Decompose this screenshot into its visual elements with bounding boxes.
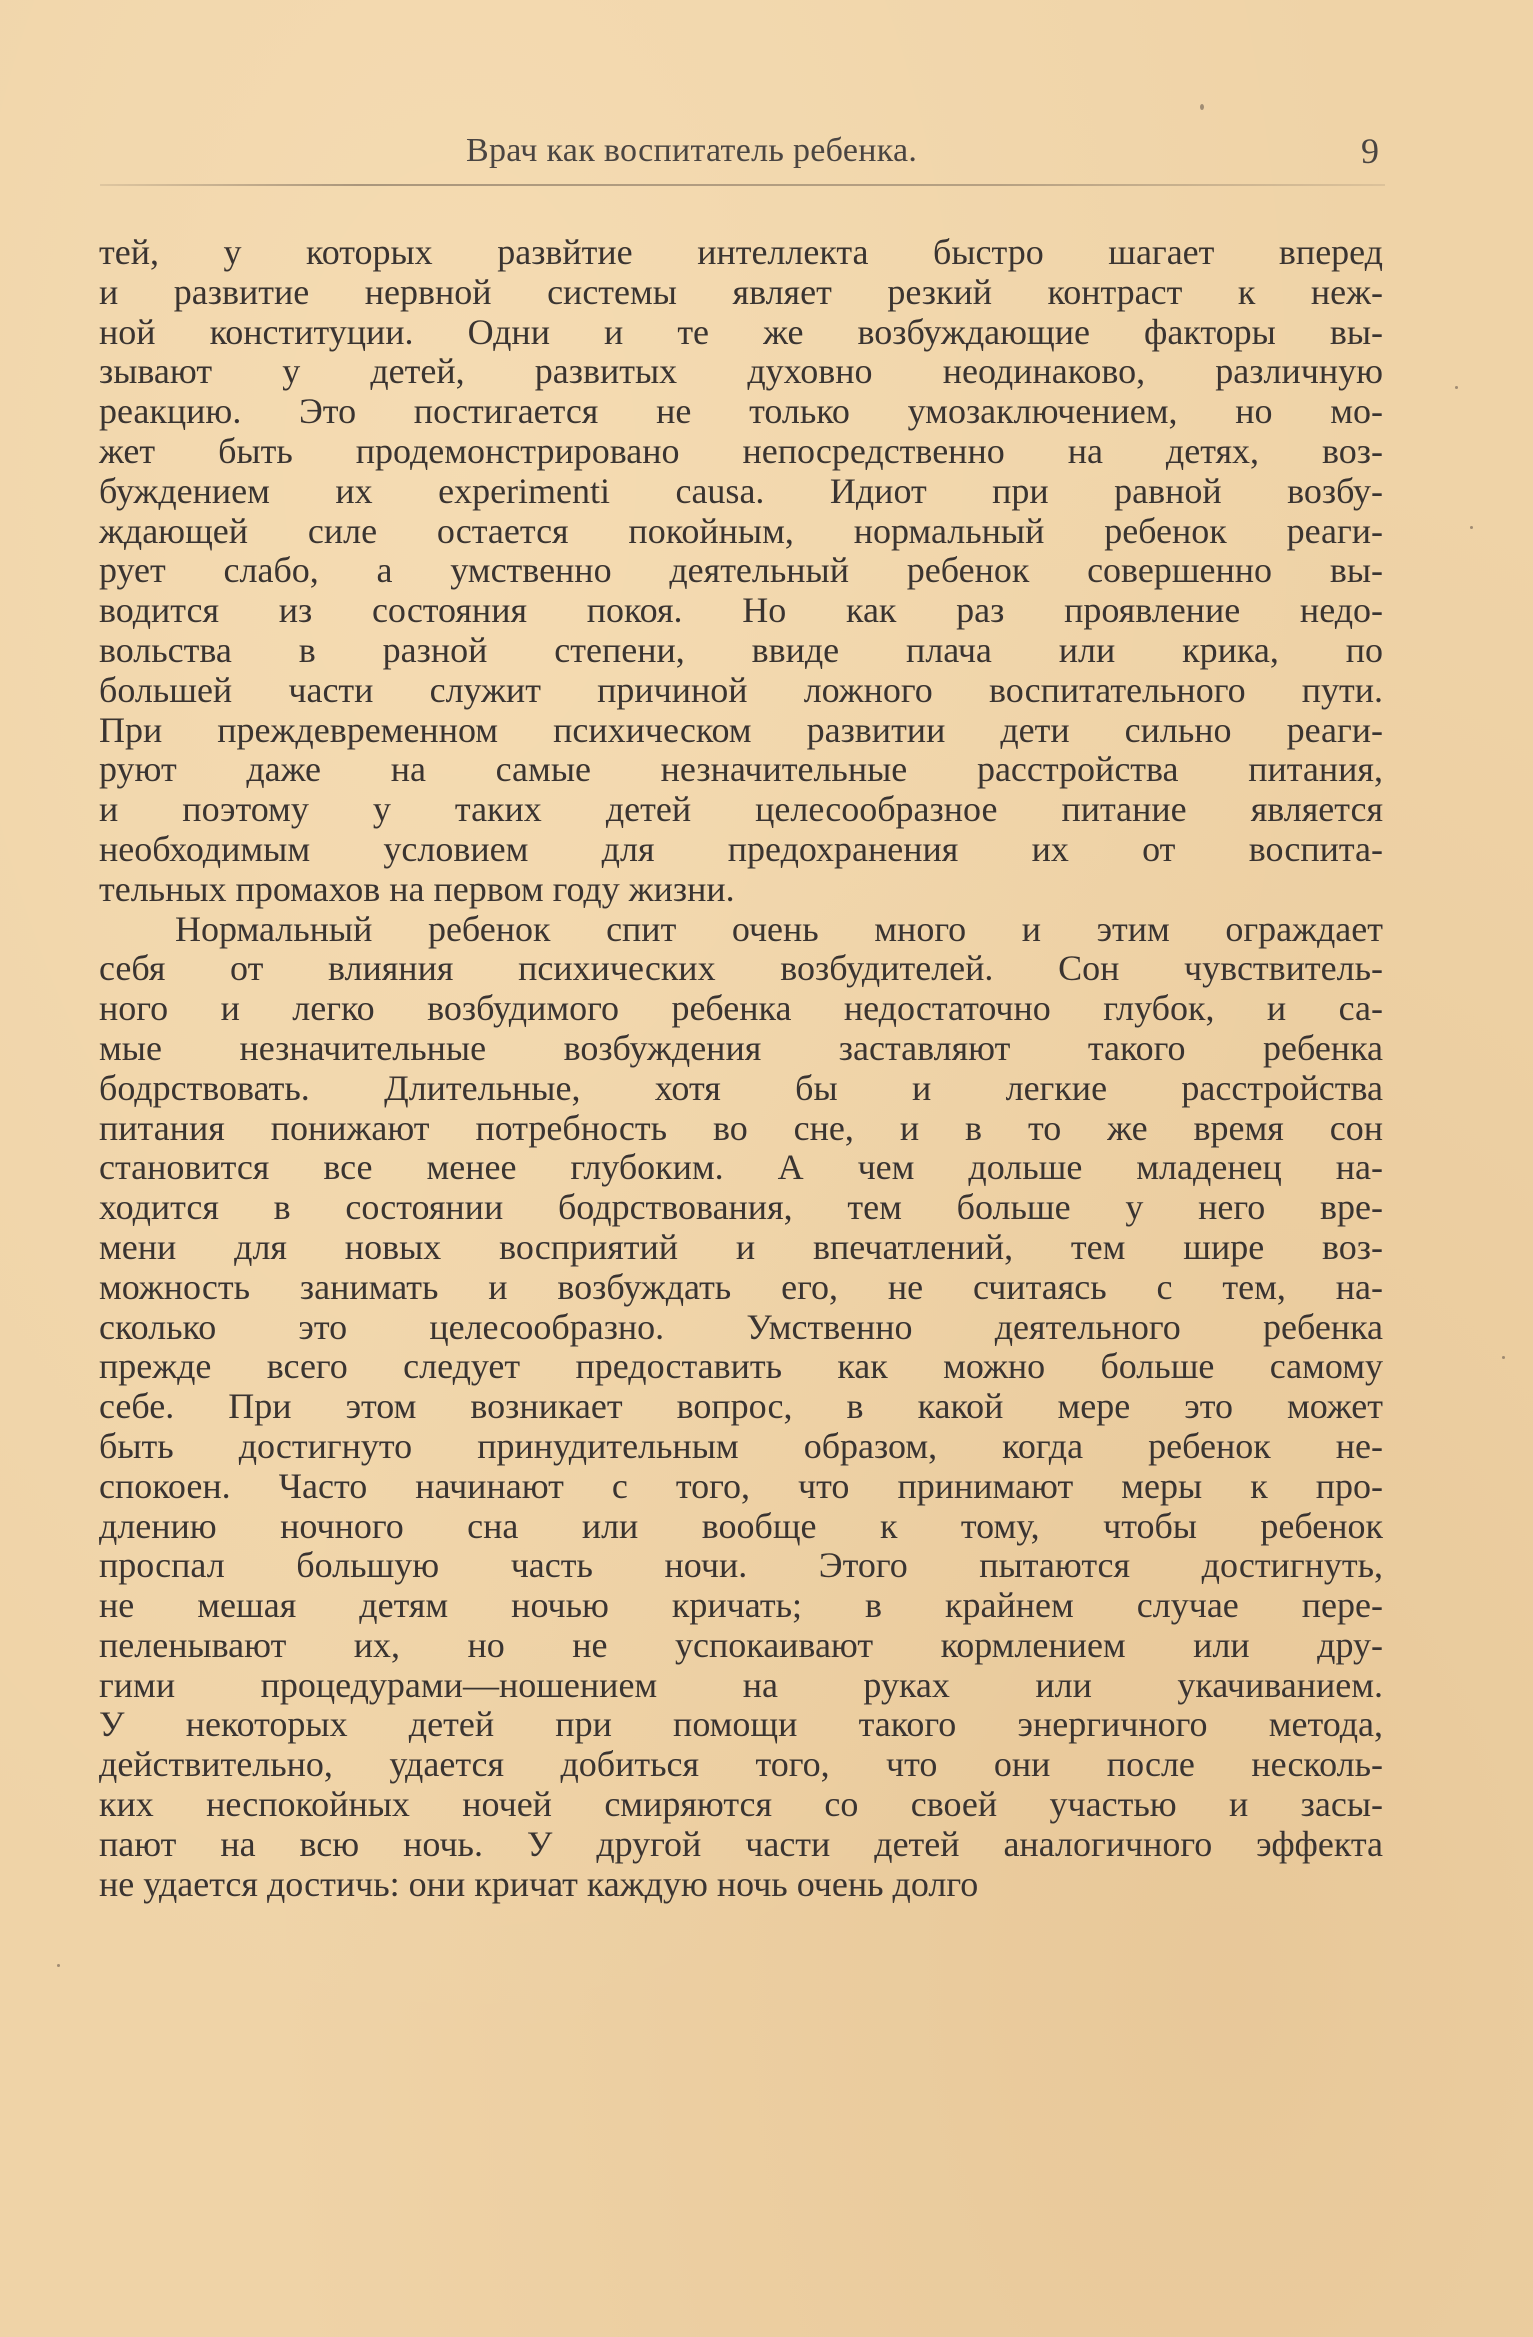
text-line: ждающей силе остается покойным, нормальный ребенок реаги- [99,510,1383,551]
text-line: себя от влияния психических возбудителей. Сон чувствитель- [99,948,1383,989]
text-line: действительно, удается добиться того, что они после несколь- [99,1744,1383,1785]
paragraph-1 [99,233,1383,910]
text-line: водится из состояния покоя. Но как раз проявление недо- [99,590,1383,631]
paragraph-2 [99,910,1383,1905]
text-line: ной конституции. Одни и те же возбуждающие факторы вы- [99,311,1383,352]
text-line: становится все менее глубоким. А чем дольше младенец на- [99,1147,1383,1188]
text-line: тей, у которых развйтие интеллекта быстро шагает вперед [99,232,1383,272]
paper-speck [1455,386,1458,389]
text-line: рует слабо, а умственно деятельный ребенок совершенно вы- [99,550,1383,591]
text-line: длению ночного сна или вообще к тому, чтобы ребенок [99,1505,1383,1546]
paper-speck [1502,1356,1505,1359]
running-title: Врач как воспитатель ребенка. [466,132,918,169]
text-line: вольства в разной степени, ввиде плача или крика, по [99,629,1383,670]
text-line: быть достигнуто принудительным образом, когда ребенок не- [99,1425,1383,1466]
text-line: сколько это целесообразно. Умственно деятельного ребенка [99,1306,1383,1347]
text-line: и развитие нервной системы являет резкий контраст к неж- [99,271,1383,312]
text-line: жет быть продемонстрировано непосредственно на детях, воз- [99,430,1383,471]
text-line: необходимым условием для предохранения их от воспита- [99,828,1383,869]
text-line: проспал большую часть ночи. Этого пытаются достигнуть, [99,1545,1383,1586]
text-line: ходится в состоянии бодрствования, тем больше у него вре- [99,1187,1383,1228]
text-line: буждением их experimenti causa. Идиот при равной возбу- [99,470,1383,511]
text-line: спокоен. Часто начинают с того, что принимают меры к про- [99,1465,1383,1506]
paper-speck [1470,526,1473,529]
text-line: зывают у детей, развитых духовно неодинаково, различную [99,351,1383,392]
page-number: 9 [1361,131,1379,171]
text-line: ких неспокойных ночей смиряются со своей участью и засы- [99,1784,1383,1825]
body-text [99,233,1383,1904]
text-line: не удается достичь: они кричат каждую ночь очень долго [99,1863,979,1904]
text-line: пеленывают их, но не успокаивают кормлением или дру- [99,1624,1383,1665]
paper-speck [57,1964,60,1967]
header-rule [100,184,1385,186]
text-line: прежде всего следует предоставить как можно больше самому [99,1346,1383,1387]
text-line: тельных промахов на первом году жизни. [99,868,735,909]
text-line: питания понижают потребность во сне, и в то же время сон [99,1107,1383,1148]
text-line: При преждевременном психическом развитии дети сильно реаги- [99,709,1383,750]
text-line: Нормальный ребенок спит очень много и этим ограждает [175,908,1383,949]
text-line: бодрствовать. Длительные, хотя бы и легкие расстройства [99,1067,1383,1108]
text-line: себе. При этом возникает вопрос, в какой мере это может [99,1386,1383,1427]
text-line: можность занимать и возбуждать его, не считаясь с тем, на- [99,1266,1383,1307]
text-line: и поэтому у таких детей целесообразное питание является [99,789,1383,830]
paper-speck [1200,104,1204,110]
text-line: ного и легко возбудимого ребенка недостаточно глубок, и са- [99,988,1383,1029]
text-line: мые незначительные возбуждения заставляют такого ребенка [99,1027,1383,1068]
text-line: гими процедурами—ношением на руках или укачиванием. [99,1664,1383,1705]
text-line: реакцию. Это постигается не только умозаключением, но мо- [99,391,1383,432]
text-line: не мешая детям ночью кричать; в крайнем случае пере- [99,1585,1383,1626]
text-line: большей части служит причиной ложного воспитательного пути. [99,669,1383,710]
text-line: пают на всю ночь. У другой части детей аналогичного эффекта [99,1823,1383,1864]
running-head [100,128,1385,178]
text-line: мени для новых восприятий и впечатлений, тем шире воз- [99,1226,1383,1267]
text-line: руют даже на самые незначительные расстройства питания, [99,749,1383,790]
text-line: У некоторых детей при помощи такого энергичного метода, [99,1704,1383,1745]
